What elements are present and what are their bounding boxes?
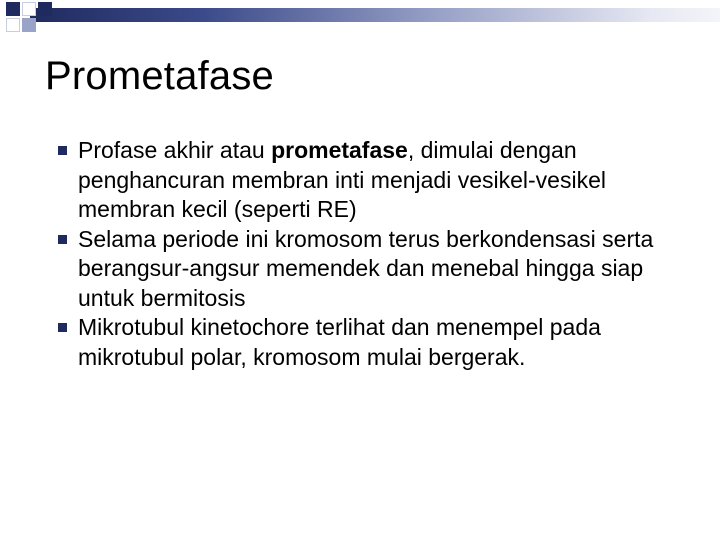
bullet-text: Selama periode ini kromosom terus berkondensasi serta berangsur-angsur memendek dan menebal hingga siap untuk bermitosis — [78, 225, 654, 311]
square-bullet-icon — [58, 323, 67, 332]
header-gradient-band — [30, 8, 720, 22]
deco-square — [6, 18, 20, 32]
bullet-list — [58, 136, 678, 372]
deco-square — [22, 18, 36, 32]
bullet-item — [58, 225, 678, 314]
deco-square — [6, 2, 20, 16]
square-bullet-icon — [58, 235, 67, 244]
bullet-text: Mikrotubul kinetochore terlihat dan menempel pada mikrotubul polar, kromosom mulai bergerak. — [78, 314, 601, 370]
bullet-text-pre: Profase akhir atau — [78, 137, 272, 163]
bullet-text — [78, 136, 678, 225]
bullet-text-bold: prometafase — [271, 137, 408, 163]
deco-square — [38, 2, 52, 16]
slide-title: Prometafase — [45, 54, 274, 98]
bullet-item — [58, 313, 678, 372]
bullet-text-post: , dimulai dengan penghancuran membran inti menjadi vesikel-vesikel membran kecil (seperti RE) — [78, 137, 606, 222]
deco-square — [22, 2, 36, 16]
square-bullet-icon — [58, 146, 67, 155]
bullet-item — [58, 136, 678, 225]
header-decoration — [0, 0, 720, 40]
